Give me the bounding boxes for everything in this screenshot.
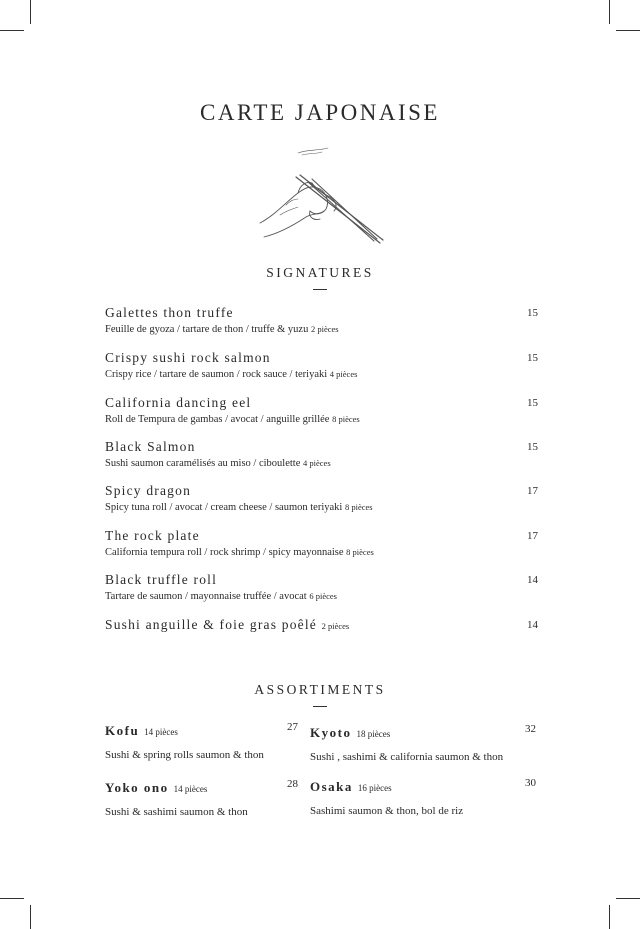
item-name: Crispy sushi rock salmon [105, 350, 271, 365]
assortment-item [310, 776, 536, 817]
item-price: 15 [527, 397, 538, 409]
item-pieces: 8 pièces [344, 502, 373, 512]
menu-item [105, 305, 538, 335]
assortment-price: 28 [287, 778, 298, 790]
assortment-name: Yoko ono [105, 780, 169, 795]
item-description: Spicy tuna roll / avocat / cream cheese / saumon teriyaki [105, 502, 343, 513]
crop-mark [0, 898, 24, 899]
menu-item [105, 350, 538, 380]
item-description: California tempura roll / rock shrimp / spicy mayonnaise [105, 547, 344, 558]
assortment-count: 18 pièces [356, 729, 391, 739]
menu-item [105, 572, 538, 602]
item-description: Tartare de saumon / mayonnaise truffée / avocat [105, 591, 307, 602]
item-pieces: 2 pièces [310, 324, 339, 334]
assortment-description: Sashimi saumon & thon, bol de riz [310, 805, 464, 817]
item-description: Feuille de gyoza / tartare de thon / truffe & yuzu [105, 324, 309, 335]
assortment-item [310, 722, 536, 763]
item-description: Crispy rice / tartare de saumon / rock sauce / teriyaki [105, 369, 328, 380]
item-price: 17 [527, 485, 538, 497]
assortment-price: 30 [525, 777, 536, 789]
item-pieces: 8 pièces [332, 414, 360, 424]
item-price: 15 [527, 441, 538, 453]
assortment-count: 14 pièces [173, 784, 208, 794]
menu-item [105, 395, 538, 425]
assortment-count: 14 pièces [144, 727, 178, 737]
item-description: Sushi saumon caramélisés au miso / ciboulette [105, 458, 301, 469]
page-title: CARTE JAPONAISE [200, 100, 440, 125]
crop-mark [616, 898, 640, 899]
assortment-item [105, 777, 298, 818]
item-name: The rock plate [105, 528, 200, 543]
assortment-name: Osaka [310, 779, 353, 794]
menu-item [105, 483, 538, 513]
assortment-description: Sushi & spring rolls saumon & thon [105, 749, 264, 761]
item-name: Galettes thon truffe [105, 305, 234, 320]
crop-mark [609, 0, 610, 24]
item-price: 17 [527, 530, 538, 542]
menu-item [105, 439, 538, 469]
item-name: Sushi anguille & foie gras poêlé [105, 617, 317, 632]
section-heading-signatures: SIGNATURES [266, 265, 374, 280]
assortment-item [105, 720, 298, 761]
crop-mark [0, 30, 24, 31]
item-name: Black truffle roll [105, 572, 218, 587]
item-pieces: 6 pièces [309, 591, 337, 601]
assortment-name: Kyoto [310, 725, 352, 740]
hand-with-chopsticks-illustration [250, 145, 390, 250]
item-name: Spicy dragon [105, 483, 192, 498]
item-pieces: 2 pièces [321, 621, 350, 631]
item-pieces: 4 pièces [329, 369, 358, 379]
crop-mark [30, 0, 31, 24]
item-pieces: 4 pièces [303, 458, 331, 468]
assortment-count: 16 pièces [357, 783, 392, 793]
item-price: 14 [527, 574, 538, 586]
item-name: Black Salmon [105, 439, 196, 454]
section-heading-assortiments: ASSORTIMENTS [254, 682, 386, 697]
assortment-description: Sushi , sashimi & california saumon & thon [310, 751, 504, 763]
crop-mark [30, 905, 31, 929]
assortment-price: 27 [287, 721, 298, 733]
item-price: 15 [527, 352, 538, 364]
item-description: Roll de Tempura de gambas / avocat / anguille grillée [105, 414, 330, 425]
item-price: 14 [527, 619, 538, 631]
menu-item [105, 617, 538, 633]
assortment-description: Sushi & sashimi saumon & thon [105, 806, 248, 818]
item-name: California dancing eel [105, 395, 252, 410]
menu-item [105, 528, 538, 558]
crop-mark [609, 905, 610, 929]
crop-mark [616, 30, 640, 31]
assortment-price: 32 [525, 723, 536, 735]
divider [313, 289, 327, 290]
assortment-name: Kofu [105, 723, 140, 738]
divider [313, 706, 327, 707]
item-pieces: 8 pièces [346, 547, 374, 557]
item-price: 15 [527, 307, 538, 319]
